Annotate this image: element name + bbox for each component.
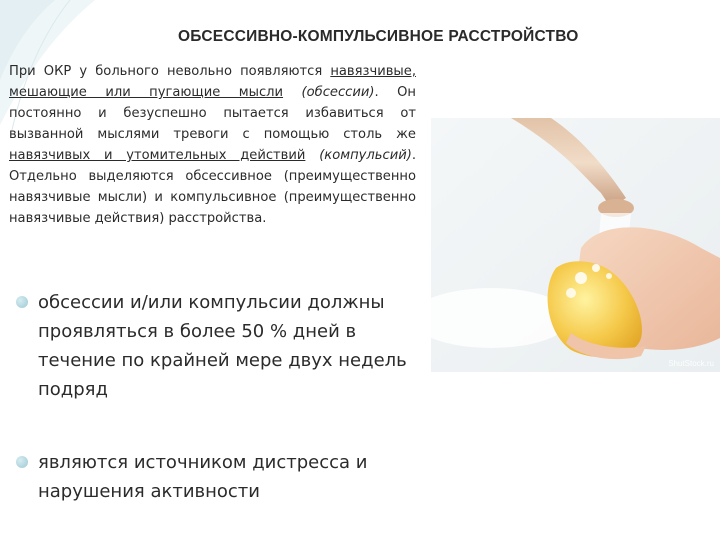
italic-term: (компульсий) — [319, 148, 412, 163]
hand-washing-photo — [431, 118, 720, 372]
paragraph-text — [283, 85, 301, 100]
paragraph-text: . Он постоянно и безуспешно пытается избавиться от вызванной мыслями тревоги с помощью столь же — [9, 85, 416, 142]
bullet-dot-icon — [16, 296, 28, 308]
slide-title: ОБСЕССИВНО-КОМПУЛЬСИВНОЕ РАССТРОЙСТВО — [178, 28, 579, 45]
bullet-item — [14, 448, 424, 506]
bullet-item — [14, 288, 424, 404]
bullet-dot-icon — [16, 456, 28, 468]
photo-watermark: ShutStock.ru — [668, 359, 714, 368]
bullet-text: обсессии и/или компульсии должны проявляться в более 50 % дней в течение по крайней мере двух недель подряд — [38, 292, 407, 400]
paragraph-text — [305, 148, 319, 163]
underlined-phrase: навязчивые, мешающие или пугающие мысли — [9, 64, 416, 100]
intro-paragraph — [9, 61, 416, 229]
bullet-text: являются источником дистресса и нарушения активности — [38, 452, 368, 502]
paragraph-text: При ОКР у больного невольно появляются — [9, 64, 331, 79]
paragraph-text: . Отдельно выделяются обсессивное (преимущественно навязчивые мысли) и компульсивное (преимущественно навязчивые действия) расстройства. — [9, 148, 416, 226]
underlined-phrase: навязчивых и утомительных действий — [9, 148, 306, 163]
italic-term: (обсессии) — [301, 85, 375, 100]
bullet-list — [14, 288, 424, 506]
